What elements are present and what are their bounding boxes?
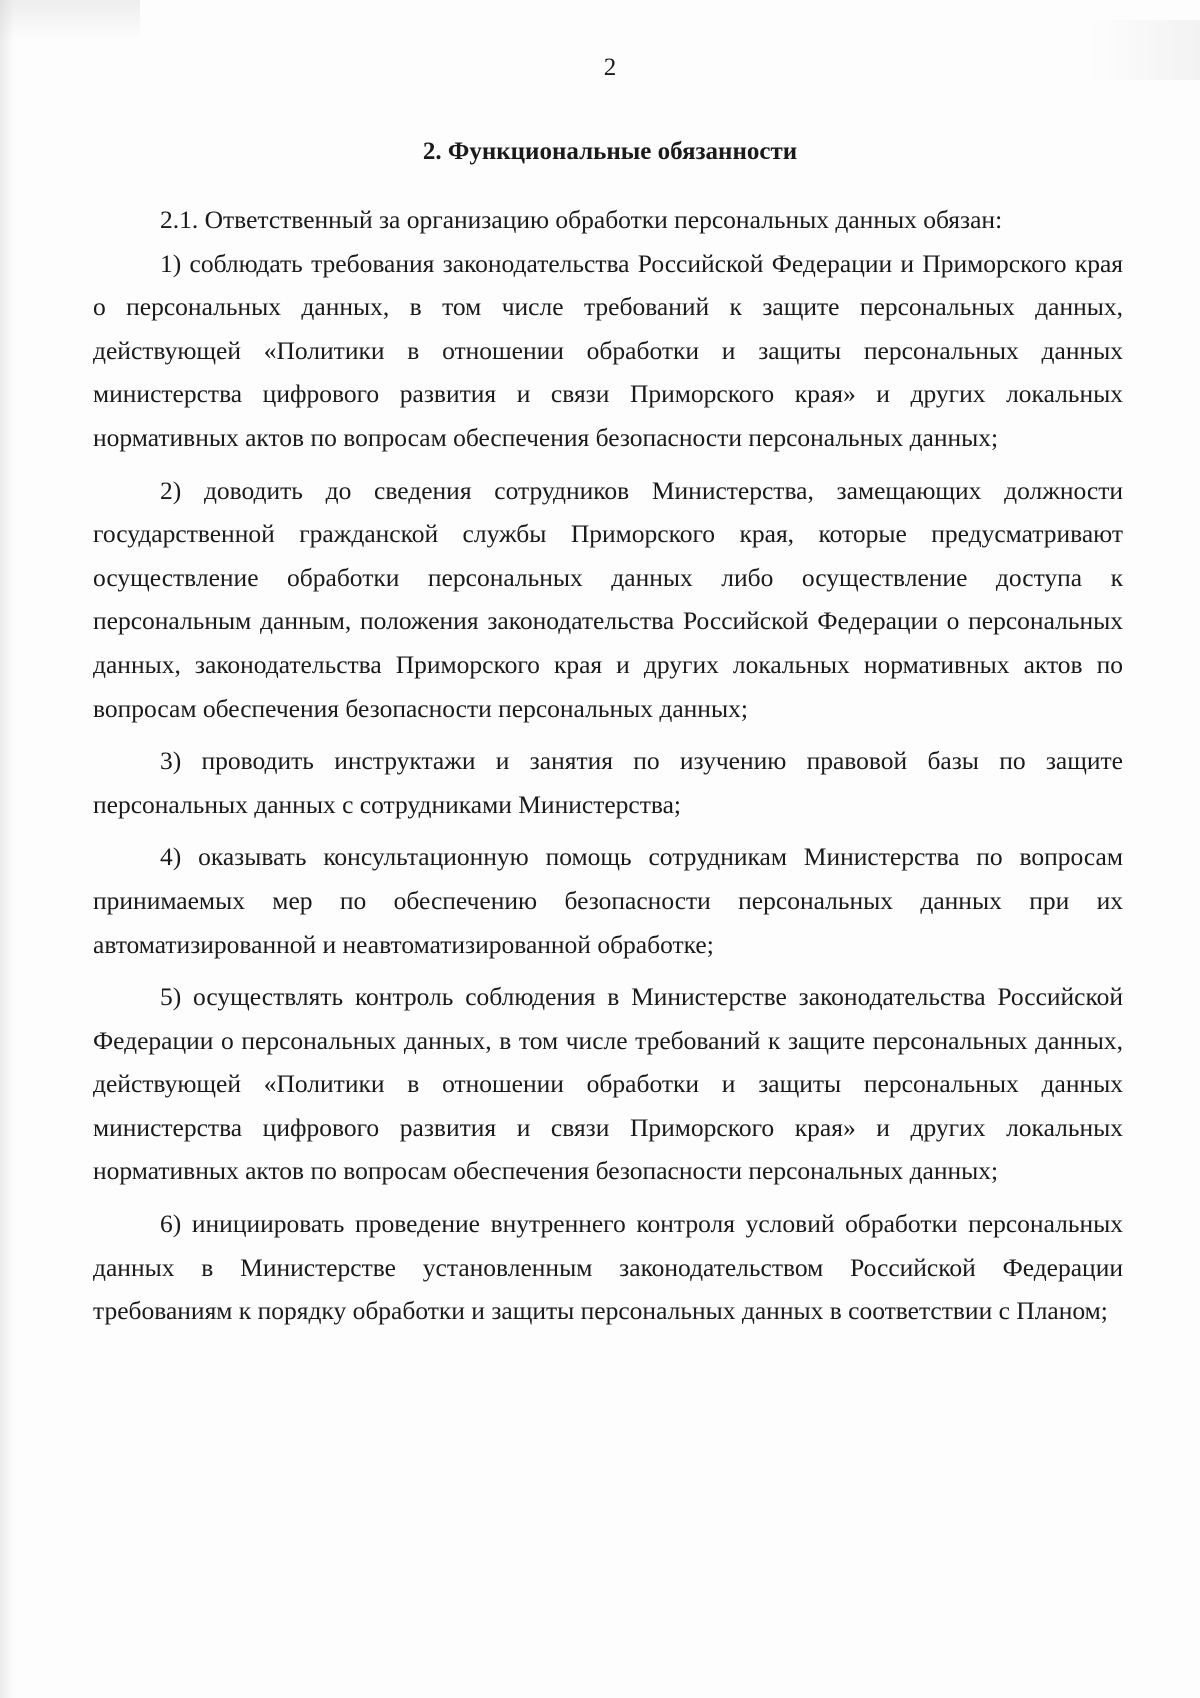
paragraph-item-4: 4) оказывать консультационную помощь сотрудникам Министерства по вопросам принимаемых мер по обеспечению безопасности персональных данных при их автоматизированной и неавтоматизированной обработке; [93,842,1123,959]
scan-smudge-top [0,0,140,40]
page-number: 2 [603,54,617,81]
paragraph-item-3: 3) проводить инструктажи и занятия по изучению правовой базы по защите персональных данных с сотрудниками Министерства; [93,746,1123,819]
scan-edge-shadow [0,0,14,1698]
paragraph-intro: 2.1. Ответственный за организацию обработки персональных данных обязан: [160,205,1003,234]
document-body [93,198,1123,1333]
paragraph-item-2: 2) доводить до сведения сотрудников Министерства, замещающих должности государственной гражданской службы Приморского края, которые предусматривают осуществление обработки персональных данных либо осуществление доступа к персональным данным, положения законодательства Российской Федерации о персональных данных, законодательства Приморского края и других локальных нормативных актов по вопросам обеспечения безопасности персональных данных; [93,475,1123,723]
paragraph-item-5: 5) осуществлять контроль соблюдения в Министерстве законодательства Российской Федерации о персональных данных, в том числе требований к защите персональных данных, действующей «Политики в отношении обработки и защиты персональных данных министерства цифрового развития и связи Приморского края» и других локальных нормативных актов по вопросам обеспечения безопасности персональных данных; [93,982,1123,1186]
paragraph-item-1: 1) соблюдать требования законодательства Российской Федерации и Приморского края о персональных данных, в том числе требований к защите персональных данных, действующей «Политики в отношении обработки и защиты персональных данных министерства цифрового развития и связи Приморского края» и других локальных нормативных актов по вопросам обеспечения безопасности персональных данных; [93,248,1123,452]
section-heading: 2. Функциональные обязанности [422,138,798,165]
paragraph-item-6: 6) инициировать проведение внутреннего контроля условий обработки персональных данных в Министерстве установленным законодательством Российской Федерации требованиям к порядку обработки и защиты персональных данных в соответствии с Планом; [93,1209,1123,1326]
